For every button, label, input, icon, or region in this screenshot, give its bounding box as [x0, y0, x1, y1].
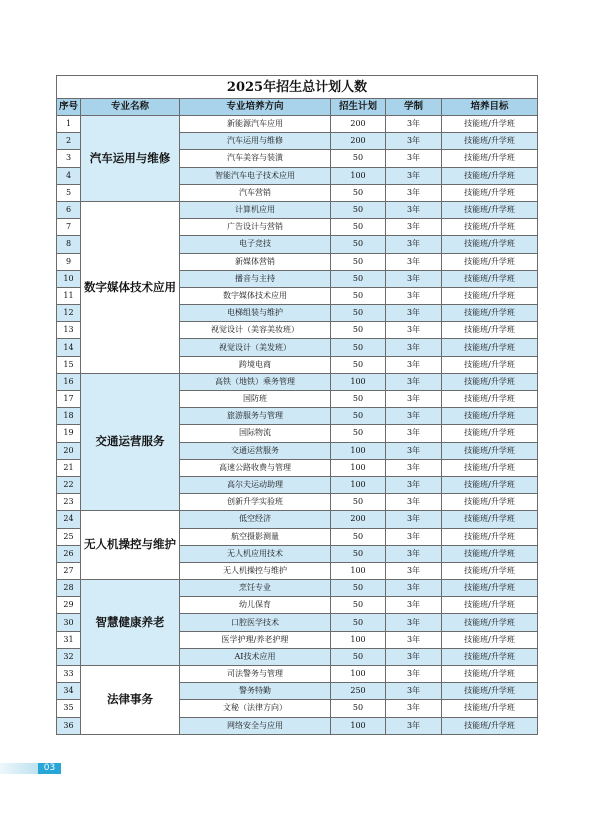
row-number: 6 [57, 201, 81, 218]
training-goal: 技能班/升学班 [442, 425, 538, 442]
training-direction: 无人机操控与维护 [180, 562, 331, 579]
row-number: 30 [57, 614, 81, 631]
training-goal: 技能班/升学班 [442, 219, 538, 236]
duration: 3年 [386, 322, 442, 339]
enrollment-plan: 100 [331, 666, 386, 683]
training-direction: 播音与主持 [180, 270, 331, 287]
major-name: 智慧健康养老 [81, 580, 180, 666]
enrollment-plan: 50 [331, 494, 386, 511]
header-no: 序号 [57, 99, 81, 116]
training-direction: 跨境电商 [180, 356, 331, 373]
enrollment-plan: 100 [331, 717, 386, 734]
row-number: 22 [57, 476, 81, 493]
row-number: 12 [57, 305, 81, 322]
duration: 3年 [386, 476, 442, 493]
training-direction: 国际物流 [180, 425, 331, 442]
training-goal: 技能班/升学班 [442, 322, 538, 339]
row-number: 35 [57, 700, 81, 717]
training-goal: 技能班/升学班 [442, 253, 538, 270]
training-direction: 医学护理/养老护理 [180, 631, 331, 648]
row-number: 25 [57, 528, 81, 545]
duration: 3年 [386, 167, 442, 184]
table-row [57, 580, 538, 597]
enrollment-plan: 50 [331, 614, 386, 631]
duration: 3年 [386, 356, 442, 373]
training-goal: 技能班/升学班 [442, 648, 538, 665]
row-number: 36 [57, 717, 81, 734]
training-direction: 创新升学实验班 [180, 494, 331, 511]
training-direction: AI技术应用 [180, 648, 331, 665]
header-duration: 学制 [386, 99, 442, 116]
training-direction: 高尔夫运动助理 [180, 476, 331, 493]
training-goal: 技能班/升学班 [442, 184, 538, 201]
duration: 3年 [386, 511, 442, 528]
training-goal: 技能班/升学班 [442, 442, 538, 459]
training-goal: 技能班/升学班 [442, 150, 538, 167]
training-goal: 技能班/升学班 [442, 459, 538, 476]
duration: 3年 [386, 339, 442, 356]
training-goal: 技能班/升学班 [442, 408, 538, 425]
duration: 3年 [386, 545, 442, 562]
major-name: 无人机操控与维护 [81, 511, 180, 580]
row-number: 3 [57, 150, 81, 167]
major-name: 数字媒体技术应用 [81, 201, 180, 373]
row-number: 9 [57, 253, 81, 270]
row-number: 4 [57, 167, 81, 184]
training-goal: 技能班/升学班 [442, 683, 538, 700]
enrollment-plan: 200 [331, 511, 386, 528]
training-goal: 技能班/升学班 [442, 614, 538, 631]
training-direction: 新能源汽车应用 [180, 116, 331, 133]
training-goal: 技能班/升学班 [442, 666, 538, 683]
row-number: 17 [57, 391, 81, 408]
row-number: 21 [57, 459, 81, 476]
duration: 3年 [386, 236, 442, 253]
training-goal: 技能班/升学班 [442, 167, 538, 184]
training-direction: 电梯组装与维护 [180, 305, 331, 322]
training-direction: 汽车运用与维修 [180, 133, 331, 150]
row-number: 20 [57, 442, 81, 459]
duration: 3年 [386, 287, 442, 304]
enrollment-plan: 100 [331, 459, 386, 476]
duration: 3年 [386, 648, 442, 665]
row-number: 31 [57, 631, 81, 648]
duration: 3年 [386, 219, 442, 236]
training-goal: 技能班/升学班 [442, 116, 538, 133]
duration: 3年 [386, 459, 442, 476]
duration: 3年 [386, 562, 442, 579]
training-goal: 技能班/升学班 [442, 528, 538, 545]
row-number: 26 [57, 545, 81, 562]
row-number: 16 [57, 373, 81, 390]
training-direction: 智能汽车电子技术应用 [180, 167, 331, 184]
enrollment-plan: 100 [331, 442, 386, 459]
training-goal: 技能班/升学班 [442, 494, 538, 511]
training-direction: 文秘（法律方向） [180, 700, 331, 717]
duration: 3年 [386, 597, 442, 614]
training-goal: 技能班/升学班 [442, 236, 538, 253]
enrollment-plan: 50 [331, 356, 386, 373]
header-goal: 培养目标 [442, 99, 538, 116]
training-goal: 技能班/升学班 [442, 545, 538, 562]
training-goal: 技能班/升学班 [442, 287, 538, 304]
row-number: 27 [57, 562, 81, 579]
row-number: 32 [57, 648, 81, 665]
duration: 3年 [386, 494, 442, 511]
enrollment-plan: 50 [331, 253, 386, 270]
header-major: 专业名称 [81, 99, 180, 116]
training-direction: 国防班 [180, 391, 331, 408]
enrollment-plan: 100 [331, 476, 386, 493]
row-number: 18 [57, 408, 81, 425]
major-name: 交通运营服务 [81, 373, 180, 511]
training-goal: 技能班/升学班 [442, 631, 538, 648]
training-direction: 汽车美容与装潢 [180, 150, 331, 167]
row-number: 1 [57, 116, 81, 133]
table-row [57, 666, 538, 683]
row-number: 5 [57, 184, 81, 201]
training-goal: 技能班/升学班 [442, 305, 538, 322]
training-direction: 高速公路收费与管理 [180, 459, 331, 476]
training-goal: 技能班/升学班 [442, 201, 538, 218]
row-number: 7 [57, 219, 81, 236]
row-number: 8 [57, 236, 81, 253]
row-number: 14 [57, 339, 81, 356]
training-goal: 技能班/升学班 [442, 580, 538, 597]
enrollment-plan: 50 [331, 305, 386, 322]
training-goal: 技能班/升学班 [442, 562, 538, 579]
enrollment-plan: 50 [331, 236, 386, 253]
enrollment-plan: 50 [331, 425, 386, 442]
enrollment-plan: 50 [331, 545, 386, 562]
training-direction: 交通运营服务 [180, 442, 331, 459]
training-direction: 视觉设计（美发班） [180, 339, 331, 356]
training-goal: 技能班/升学班 [442, 597, 538, 614]
training-goal: 技能班/升学班 [442, 511, 538, 528]
duration: 3年 [386, 425, 442, 442]
row-number: 13 [57, 322, 81, 339]
training-direction: 电子竞技 [180, 236, 331, 253]
major-name: 法律事务 [81, 666, 180, 735]
training-direction: 新媒体营销 [180, 253, 331, 270]
enrollment-plan: 50 [331, 270, 386, 287]
training-goal: 技能班/升学班 [442, 717, 538, 734]
duration: 3年 [386, 373, 442, 390]
training-goal: 技能班/升学班 [442, 356, 538, 373]
training-direction: 高铁（地铁）乘务管理 [180, 373, 331, 390]
table-row [57, 201, 538, 218]
duration: 3年 [386, 528, 442, 545]
row-number: 19 [57, 425, 81, 442]
duration: 3年 [386, 184, 442, 201]
duration: 3年 [386, 133, 442, 150]
row-number: 15 [57, 356, 81, 373]
enrollment-plan: 100 [331, 631, 386, 648]
row-number: 2 [57, 133, 81, 150]
table-title: 2025年招生总计划人数 [57, 76, 538, 99]
training-goal: 技能班/升学班 [442, 373, 538, 390]
training-direction: 无人机应用技术 [180, 545, 331, 562]
duration: 3年 [386, 150, 442, 167]
training-direction: 视觉设计（美容美妆班） [180, 322, 331, 339]
header-plan: 招生计划 [331, 99, 386, 116]
enrollment-plan: 50 [331, 580, 386, 597]
training-direction: 计算机应用 [180, 201, 331, 218]
enrollment-plan: 50 [331, 597, 386, 614]
enrollment-plan: 100 [331, 167, 386, 184]
enrollment-plan: 100 [331, 373, 386, 390]
enrollment-plan-table [56, 75, 538, 735]
enrollment-plan: 50 [331, 184, 386, 201]
training-goal: 技能班/升学班 [442, 133, 538, 150]
enrollment-plan: 50 [331, 391, 386, 408]
training-direction: 网络安全与应用 [180, 717, 331, 734]
duration: 3年 [386, 580, 442, 597]
table-row [57, 511, 538, 528]
table-row [57, 116, 538, 133]
duration: 3年 [386, 631, 442, 648]
enrollment-plan: 100 [331, 562, 386, 579]
training-goal: 技能班/升学班 [442, 270, 538, 287]
training-goal: 技能班/升学班 [442, 339, 538, 356]
row-number: 28 [57, 580, 81, 597]
training-direction: 广告设计与营销 [180, 219, 331, 236]
duration: 3年 [386, 666, 442, 683]
training-direction: 口腔医学技术 [180, 614, 331, 631]
training-direction: 汽车营销 [180, 184, 331, 201]
enrollment-plan: 200 [331, 133, 386, 150]
duration: 3年 [386, 717, 442, 734]
enrollment-plan: 50 [331, 528, 386, 545]
duration: 3年 [386, 408, 442, 425]
enrollment-plan: 250 [331, 683, 386, 700]
enrollment-plan: 50 [331, 408, 386, 425]
duration: 3年 [386, 391, 442, 408]
enrollment-plan: 200 [331, 116, 386, 133]
training-goal: 技能班/升学班 [442, 391, 538, 408]
table-body [57, 116, 538, 735]
duration: 3年 [386, 614, 442, 631]
duration: 3年 [386, 253, 442, 270]
enrollment-plan: 50 [331, 648, 386, 665]
training-direction: 幼儿保育 [180, 597, 331, 614]
training-goal: 技能班/升学班 [442, 476, 538, 493]
page-accent-bar [0, 763, 38, 774]
enrollment-plan: 50 [331, 219, 386, 236]
duration: 3年 [386, 305, 442, 322]
enrollment-plan: 50 [331, 339, 386, 356]
duration: 3年 [386, 116, 442, 133]
page-number: 03 [38, 763, 61, 774]
training-direction: 航空摄影测量 [180, 528, 331, 545]
row-number: 24 [57, 511, 81, 528]
training-direction: 数字媒体技术应用 [180, 287, 331, 304]
enrollment-plan: 50 [331, 150, 386, 167]
row-number: 33 [57, 666, 81, 683]
duration: 3年 [386, 442, 442, 459]
major-name: 汽车运用与维修 [81, 116, 180, 202]
table-row [57, 373, 538, 390]
row-number: 29 [57, 597, 81, 614]
header-direction: 专业培养方向 [180, 99, 331, 116]
row-number: 11 [57, 287, 81, 304]
duration: 3年 [386, 683, 442, 700]
enrollment-plan: 50 [331, 700, 386, 717]
training-direction: 烹饪专业 [180, 580, 331, 597]
row-number: 23 [57, 494, 81, 511]
training-direction: 警务特勤 [180, 683, 331, 700]
row-number: 34 [57, 683, 81, 700]
duration: 3年 [386, 700, 442, 717]
enrollment-plan: 50 [331, 287, 386, 304]
training-goal: 技能班/升学班 [442, 700, 538, 717]
training-direction: 司法警务与管理 [180, 666, 331, 683]
training-direction: 旅游服务与管理 [180, 408, 331, 425]
enrollment-plan: 50 [331, 201, 386, 218]
duration: 3年 [386, 201, 442, 218]
row-number: 10 [57, 270, 81, 287]
duration: 3年 [386, 270, 442, 287]
training-direction: 低空经济 [180, 511, 331, 528]
enrollment-plan: 50 [331, 322, 386, 339]
